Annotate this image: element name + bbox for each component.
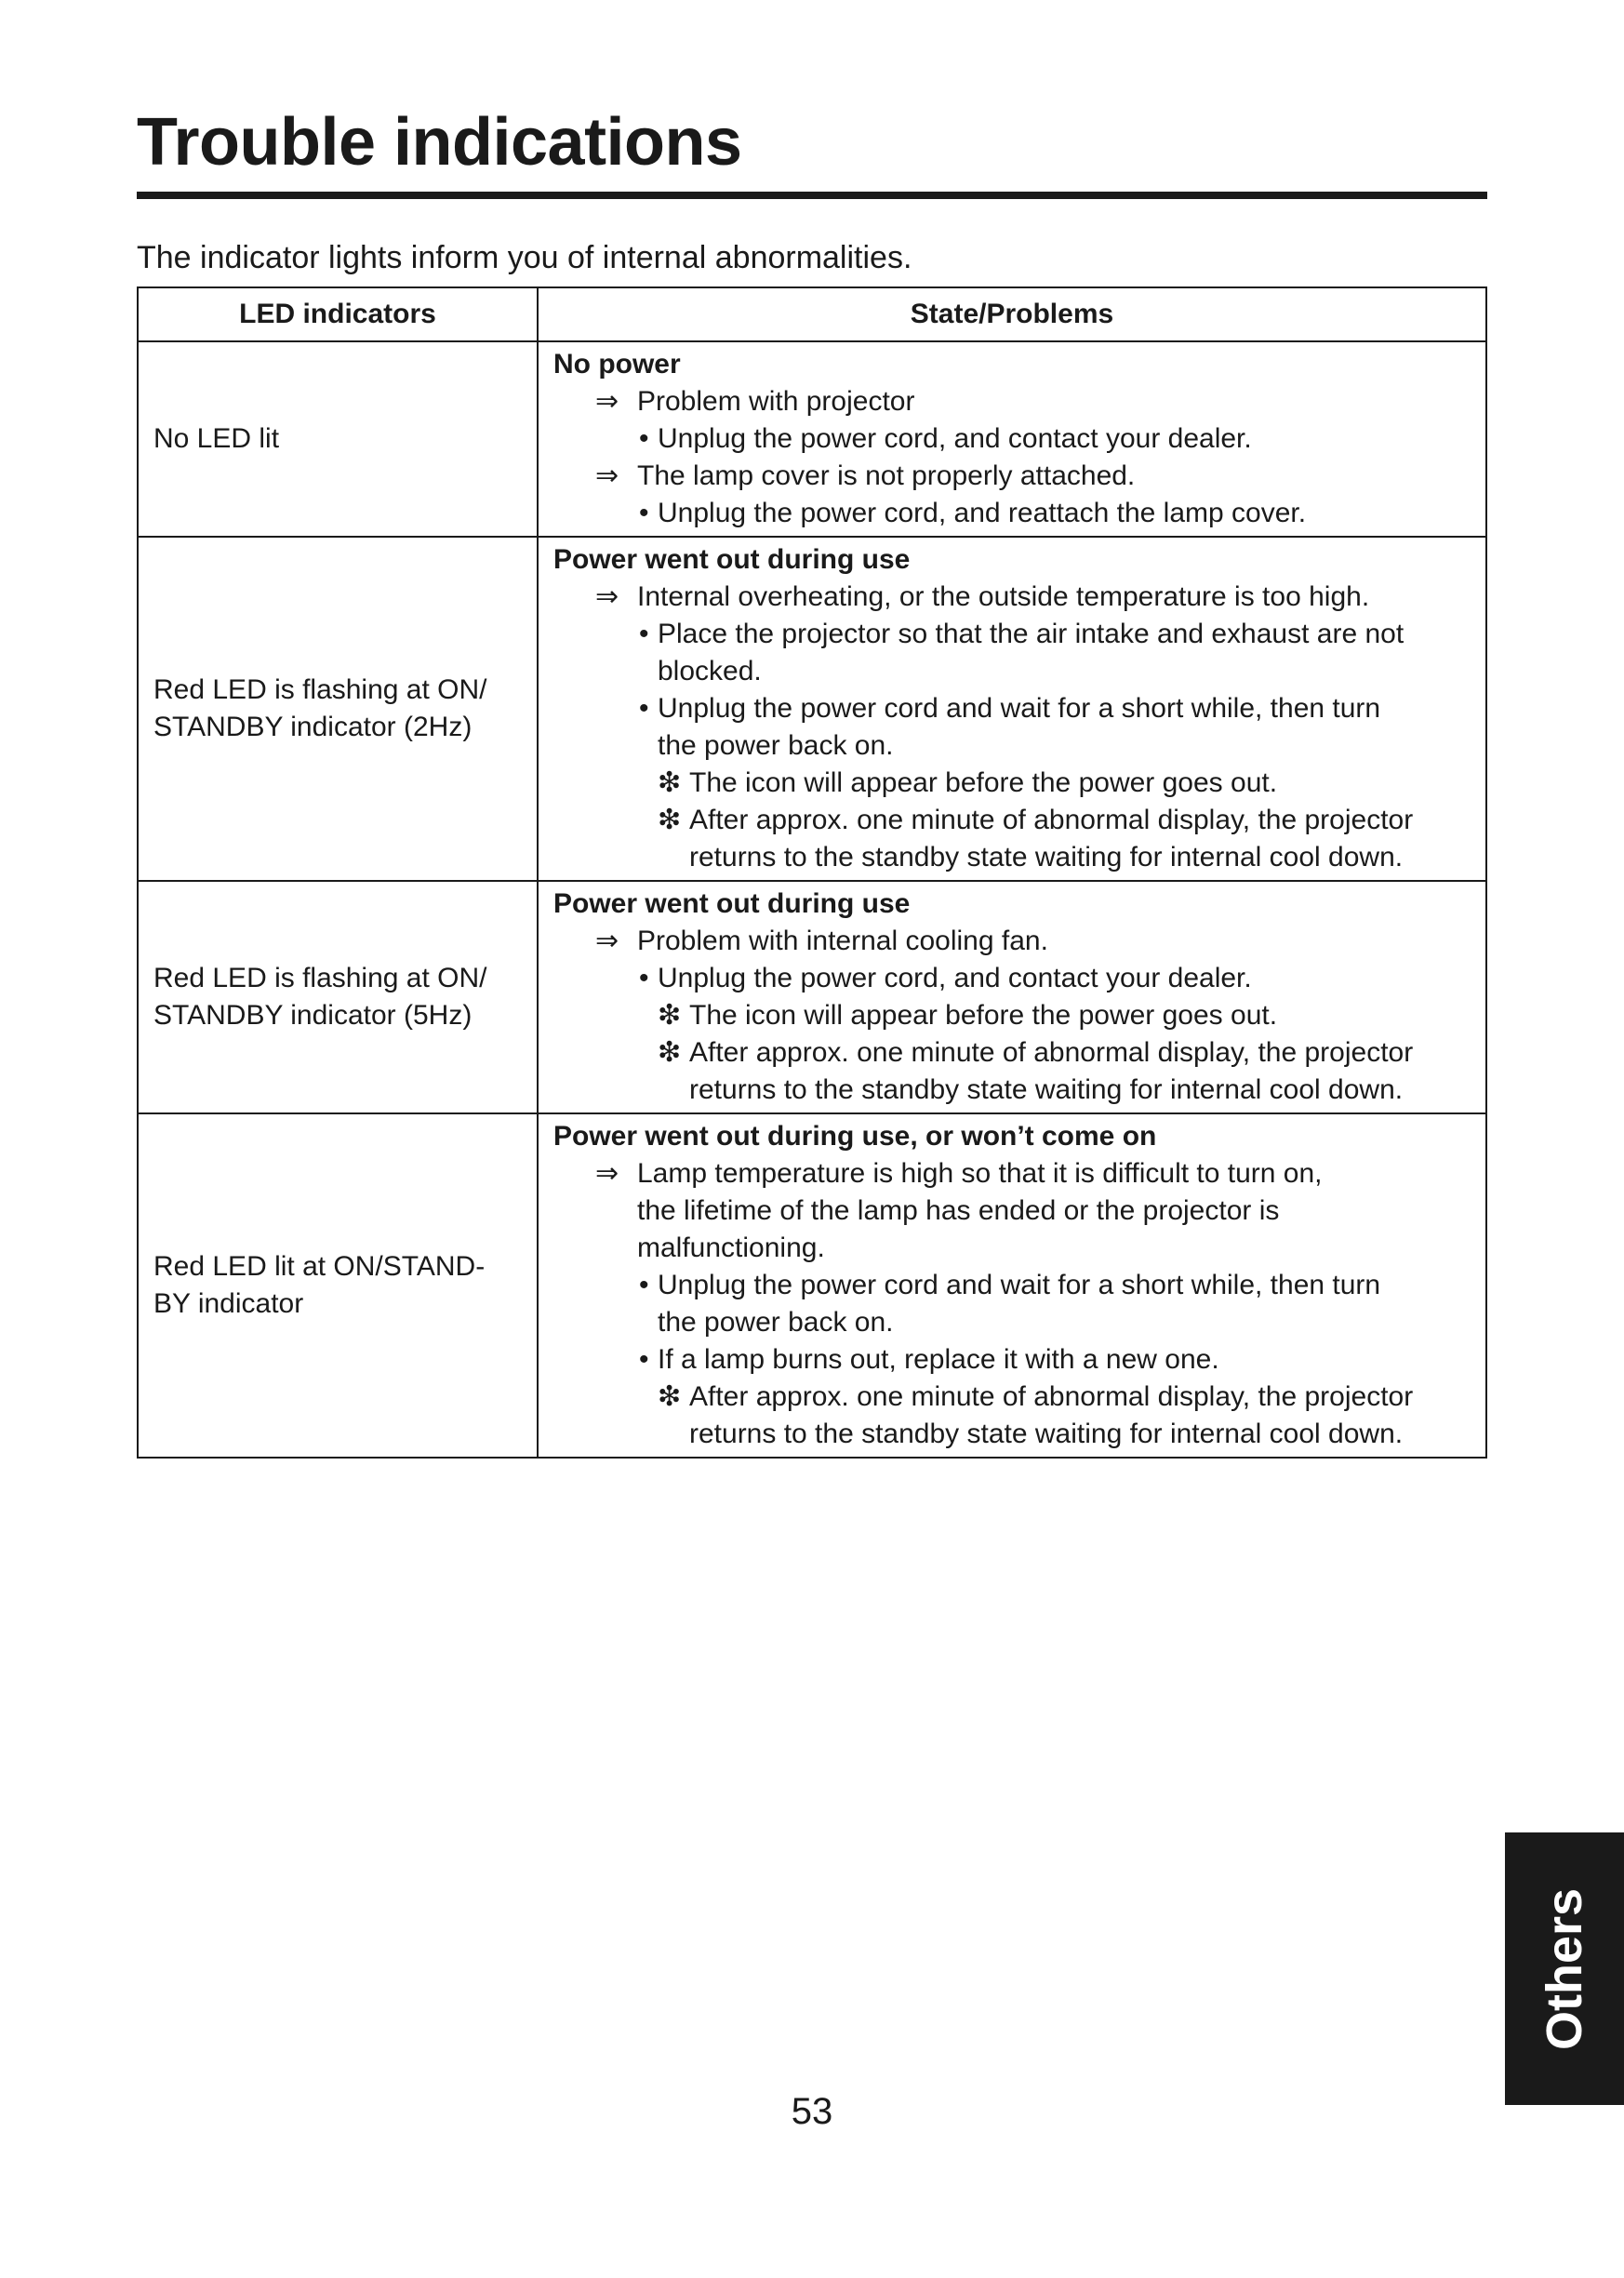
problem-line	[553, 1230, 1471, 1267]
page-title: Trouble indications	[137, 105, 742, 180]
note-asterisk-icon: ❇	[658, 1037, 682, 1068]
problem-line-text: After approx. one minute of abnormal display, the projector	[689, 1037, 1414, 1068]
problem-line-text: the power back on.	[658, 730, 894, 761]
problem-line-text: Unplug the power cord, and reattach the lamp cover.	[658, 498, 1307, 528]
problem-line-text: malfunctioning.	[637, 1232, 825, 1263]
state-problems-cell	[538, 1113, 1486, 1458]
problem-line-text: Place the projector so that the air intake and exhaust are not	[658, 619, 1404, 649]
problem-line-text: Problem with projector	[637, 386, 915, 417]
led-indicator-cell: Red LED lit at ON/STAND- BY indicator	[138, 1113, 538, 1458]
problem-line-text: Unplug the power cord, and contact your dealer.	[658, 963, 1252, 993]
intro-text: The indicator lights inform you of internal abnormalities.	[137, 240, 912, 275]
problem-line	[553, 1267, 1471, 1304]
problem-line-text: the power back on.	[658, 1307, 894, 1338]
bullet-icon: •	[639, 1344, 649, 1375]
problem-line-text: The icon will appear before the power goes out.	[689, 767, 1278, 798]
trouble-table	[137, 286, 1487, 1459]
problem-line-text: The icon will appear before the power goes out.	[689, 1000, 1278, 1031]
problem-line	[553, 616, 1471, 653]
problem-line-text: blocked.	[658, 656, 762, 686]
header-state-problems: State/Problems	[538, 287, 1486, 341]
section-tab	[1505, 1832, 1624, 2105]
note-asterisk-icon: ❇	[658, 1381, 682, 1412]
problem-heading: Power went out during use, or won’t come on	[553, 1121, 1157, 1152]
problem-line	[553, 420, 1471, 458]
problem-line-text: Problem with internal cooling fan.	[637, 926, 1048, 956]
note-asterisk-icon: ❇	[658, 1000, 682, 1031]
bullet-icon: •	[639, 1270, 649, 1300]
state-problems-cell	[538, 881, 1486, 1113]
led-indicator-cell: Red LED is flashing at ON/ STANDBY indicator (2Hz)	[138, 537, 538, 881]
bullet-icon: •	[639, 423, 649, 454]
problem-line-text: returns to the standby state waiting for internal cool down.	[689, 1419, 1404, 1449]
problem-line	[553, 923, 1471, 960]
problem-heading: Power went out during use	[553, 544, 911, 575]
problem-line	[553, 383, 1471, 420]
problem-line	[553, 1034, 1471, 1072]
problem-line	[553, 653, 1471, 690]
problem-line-text: the lifetime of the lamp has ended or the projector is	[637, 1195, 1280, 1226]
note-asterisk-icon: ❇	[658, 767, 682, 798]
problem-line-text: The lamp cover is not properly attached.	[637, 460, 1136, 491]
led-indicator-cell: Red LED is flashing at ON/ STANDBY indicator (5Hz)	[138, 881, 538, 1113]
header-led-indicators: LED indicators	[138, 287, 538, 341]
problem-line-text: After approx. one minute of abnormal display, the projector	[689, 1381, 1414, 1412]
problem-line-text: After approx. one minute of abnormal display, the projector	[689, 805, 1414, 835]
bullet-icon: •	[639, 619, 649, 649]
problem-line	[553, 495, 1471, 532]
arrow-icon: ⇒	[595, 581, 619, 612]
table-row	[138, 537, 1486, 881]
problem-line	[553, 1192, 1471, 1230]
problem-line	[553, 1379, 1471, 1416]
table-row	[138, 881, 1486, 1113]
problem-line	[553, 765, 1471, 802]
arrow-icon: ⇒	[595, 926, 619, 956]
problem-line	[553, 690, 1471, 727]
problem-heading: Power went out during use	[553, 888, 911, 919]
note-asterisk-icon: ❇	[658, 805, 682, 835]
table-row	[138, 341, 1486, 537]
problem-line	[553, 997, 1471, 1034]
arrow-icon: ⇒	[595, 1158, 619, 1189]
problem-line-text: Unplug the power cord and wait for a short while, then turn	[658, 693, 1381, 724]
bullet-icon: •	[639, 693, 649, 724]
state-problems-cell	[538, 537, 1486, 881]
arrow-icon: ⇒	[595, 460, 619, 491]
title-rule	[137, 192, 1487, 199]
problem-line	[553, 579, 1471, 616]
problem-line	[553, 727, 1471, 765]
problem-line-text: returns to the standby state waiting for internal cool down.	[689, 1074, 1404, 1105]
table-row	[138, 1113, 1486, 1458]
section-tab-label: Others	[1537, 1887, 1592, 2050]
problem-line-text: Internal overheating, or the outside temperature is too high.	[637, 581, 1370, 612]
problem-line	[553, 839, 1471, 876]
problem-line-text: Unplug the power cord and wait for a short while, then turn	[658, 1270, 1381, 1300]
problem-heading: No power	[553, 349, 681, 380]
problem-line	[553, 1341, 1471, 1379]
problem-line-text: If a lamp burns out, replace it with a new one.	[658, 1344, 1219, 1375]
arrow-icon: ⇒	[595, 386, 619, 417]
problem-line	[553, 802, 1471, 839]
problem-line	[553, 1072, 1471, 1109]
problem-line-text: Unplug the power cord, and contact your dealer.	[658, 423, 1252, 454]
table-header-row	[138, 287, 1486, 341]
problem-line	[553, 1304, 1471, 1341]
table-body	[138, 341, 1486, 1458]
problem-line	[553, 1416, 1471, 1453]
problem-line-text: returns to the standby state waiting for internal cool down.	[689, 842, 1404, 873]
problem-line	[553, 960, 1471, 997]
problem-line	[553, 1155, 1471, 1192]
state-problems-cell	[538, 341, 1486, 537]
page-number: 53	[791, 2091, 833, 2132]
problem-line-text: Lamp temperature is high so that it is difficult to turn on,	[637, 1158, 1323, 1189]
problem-line	[553, 458, 1471, 495]
led-indicator-cell: No LED lit	[138, 341, 538, 537]
bullet-icon: •	[639, 498, 649, 528]
bullet-icon: •	[639, 963, 649, 993]
